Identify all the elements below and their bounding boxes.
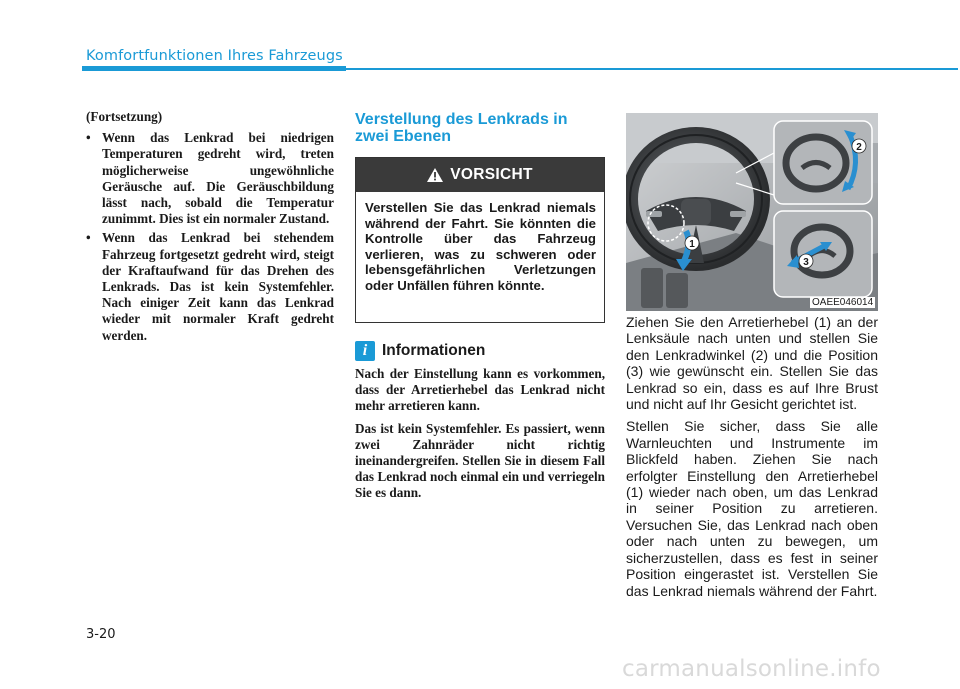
caution-header (356, 158, 604, 192)
info-icon: i (355, 341, 375, 361)
steering-wheel-illustration (626, 113, 878, 311)
section-title: Verstellung des Lenkrads in zwei Ebenen (355, 111, 568, 145)
header-rule-thin (346, 68, 958, 70)
section-heading-block (355, 111, 605, 145)
figure-code: OAEE046014 (812, 297, 874, 308)
body-paragraph: Stellen Sie sicher, dass Sie alle Warnleuchten und Instrumente im Blickfeld haben. Ziehen Sie nach erfolgter Einstellung den Arretierhebel (1) wieder nach oben, um das Lenkrad in seiner Position zu arretieren. Versuchen Sie, das Lenkrad nach oben oder nach unten zu bewegen, um sicherzustellen, dass es fest in seiner Position eingerastet ist. Verstellen Sie das Lenkrad niemals während der Fahrt. (626, 418, 878, 599)
callout-1: 1 (689, 239, 695, 250)
info-body (355, 366, 605, 508)
header-rule-thick (82, 66, 346, 71)
info-paragraph: Nach der Einstellung kann es vorkommen, dass der Arretierhebel das Lenkrad nicht mehr arretieren kann. (355, 366, 605, 414)
info-title: Informationen (382, 342, 486, 359)
chapter-title: Komfortfunktionen Ihres Fahrzeugs (86, 48, 343, 64)
callout-2: 2 (856, 142, 862, 153)
info-paragraph: Das ist kein Systemfehler. Es passiert, wenn zwei Zahnräder nicht richtig ineinandergreifen. Stellen Sie in diesem Fall das Lenkrad noch einmal ein und verriegeln Sie es dann. (355, 420, 605, 501)
callout-3: 3 (803, 257, 809, 268)
bullet-item: • Wenn das Lenkrad bei niedrigen Temperaturen gedreht wird, treten möglicherweise ungewöhnliche Geräusche auf. Die Geräuschbildung lässt nach, sobald die Temperatur zunimmt. Dies ist ein normaler Zustand. (86, 130, 334, 227)
warning-triangle-icon (427, 168, 443, 182)
caution-text: Verstellen Sie das Lenkrad niemals während der Fahrt. Sie könnten die Kontrolle über das Fahrzeug verlieren, was zu schweren oder lebensgefährlichen Verletzungen oder Unfällen führen könnte. (365, 200, 596, 293)
info-header (355, 341, 485, 361)
caution-box (355, 157, 605, 323)
page-number: 3-20 (86, 627, 116, 642)
steering-wheel-figure (626, 113, 878, 311)
body-paragraph: Ziehen Sie den Arretierhebel (1) an der Lenksäule nach unten und stellen Sie den Lenkradwinkel (2) und die Position (3) wie gewünscht ein. Stellen Sie das Lenkrad so ein, dass es auf Ihre Brust und nicht auf Ihr Gesicht gerichtet ist. (626, 314, 878, 413)
watermark: carmanualsonline.info (622, 656, 881, 682)
left-column (86, 109, 334, 347)
continuation-label: (Fortsetzung) (86, 109, 163, 124)
bullet-item: • Wenn das Lenkrad bei stehendem Fahrzeug fortgesetzt gedreht wird, steigt der Kraftaufwand für das Drehen des Lenkrads. Das ist kein Systemfehler. Nach einiger Zeit kann das Lenkrad wieder mit normaler Kraft gedreht werden. (86, 230, 334, 343)
caution-label: VORSICHT (450, 166, 533, 183)
right-column (626, 314, 878, 605)
